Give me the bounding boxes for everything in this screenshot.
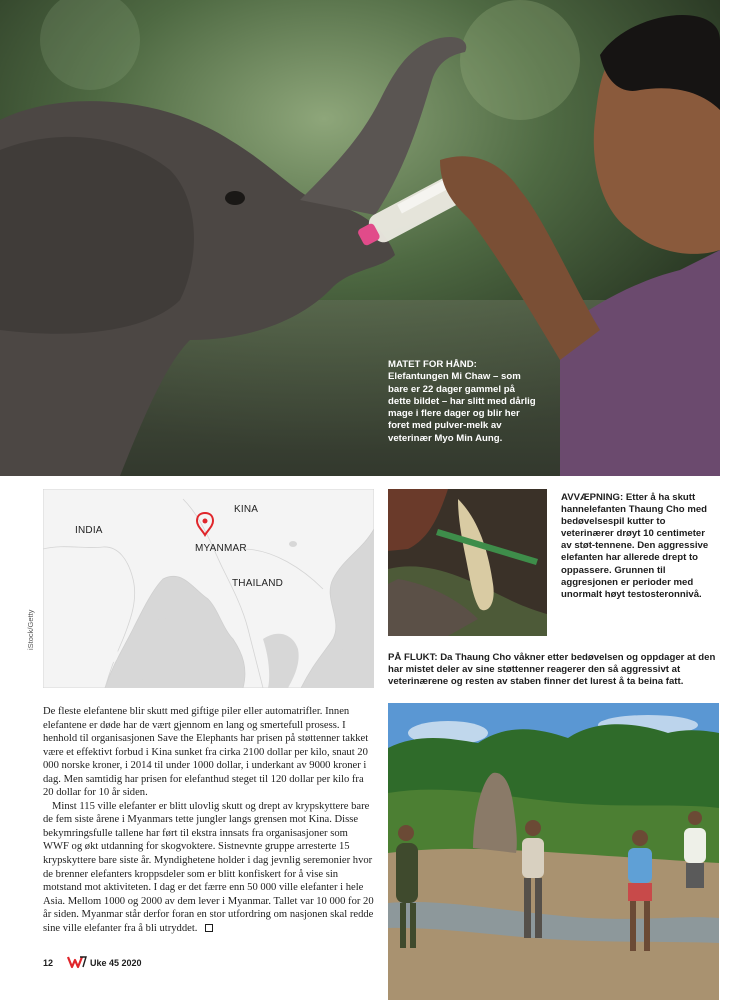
disarm-caption-lead: AVVÆPNING: [561, 492, 624, 503]
article-body [43, 705, 375, 935]
map-graphic [43, 489, 374, 688]
tusk-cutting-illustration [388, 489, 547, 636]
tusk-cutting-photo [388, 489, 547, 636]
magazine-logo-icon [67, 955, 87, 969]
map-label-myanmar: MYANMAR [195, 543, 247, 554]
end-mark-icon [205, 924, 213, 932]
hero-caption-lead: MATET FOR HÅND: [388, 359, 477, 370]
issue-label: Uke 45 2020 [90, 958, 142, 968]
page-number: 12 [43, 958, 54, 968]
flight-caption [388, 652, 719, 689]
flight-caption-lead: PÅ FLUKT: [388, 652, 438, 663]
disarm-caption [561, 492, 711, 601]
hero-caption-text: Elefantungen Mi Chaw – som bare er 22 dager gammel på dette bildet – har slitt med dårlig mage i flere dager og blir her foret med pulver-melk av veterinær Myo Min Aung. [388, 371, 536, 444]
flight-caption-text: Da Thaung Cho våkner etter bedøvelsen og oppdager at den har mistet deler av sine støttenner reagerer den så aggressivt at veterinærene og resten av staben finner det lurest å ta beina fatt. [388, 652, 716, 688]
map-label-kina: KINA [234, 504, 259, 515]
map-label-thailand: THAILAND [232, 578, 284, 589]
hero-photo [0, 0, 720, 476]
fleeing-staff-photo [388, 703, 719, 1000]
photo-credit: iStock/Getty [26, 609, 35, 650]
region-map [43, 489, 374, 688]
map-label-india: INDIA [75, 525, 103, 536]
hero-caption [388, 359, 538, 445]
fleeing-staff-illustration [388, 703, 719, 1000]
elephant-feeding-illustration [0, 0, 720, 476]
article-paragraph-2-text: Minst 115 ville elefanter er blitt ulovlig skutt og drept av krypskyttere bare de fem siste årene i Myanmars tette jungler langs grensen mot Kina. Disse bekymringsfulle tallene har ført til ekstra innsats fra organisasjoner som WWF og økt utdanning for skogvoktere. Sistnevnte gruppe arresterte 15 krypskyttere bare siste år. Myndighetene holder i dag jevnlig seremonier hvor de brenner elefanters kroppsdeler som er blitt konfiskert for å vise sin motstand mot aktiviteten. I dag er det færre enn 50 000 ville elefanter i hele Asia. Mellom 1000 og 2000 av dem lever i Myanmar. Tallet var 10 000 for 20 år siden. Myanmar står derfor foran en stor utfordring om nasjonen skal redde sine ville elefanter fra å bli utryddet. [43, 800, 374, 934]
disarm-caption-text: Etter å ha skutt hannelefanten Thaung Cho med bedøvelsespil kutter to veterinærer drøyt 10 centimeter av støt-tennene. Den aggressive elefanten har allerede drept to oppassere. Grunnen til aggresjonen er perioder med unormalt høyt testosteronnivå. [561, 492, 709, 600]
article-paragraph-1: De fleste elefantene blir skutt med giftige piler eller automatrifler. Innen elefantene er døde har de vært gjennom en lang og smertefull prosess. I henhold til organisasjonen Save the Elephants har prisen på støttenner takket være et effektivt forbud i Kina sunket fra cirka 2100 dollar per kilo, snaut 20 000 norske kroner, i 2014 til under 1000 dollar, i underkant av 9000 kroner i dag. Men samtidig har prisen for elefanthud steget til 120 dollar per kilo fra 20 dollar for 10 år siden. [43, 706, 369, 799]
article-paragraph-2 [43, 800, 375, 935]
